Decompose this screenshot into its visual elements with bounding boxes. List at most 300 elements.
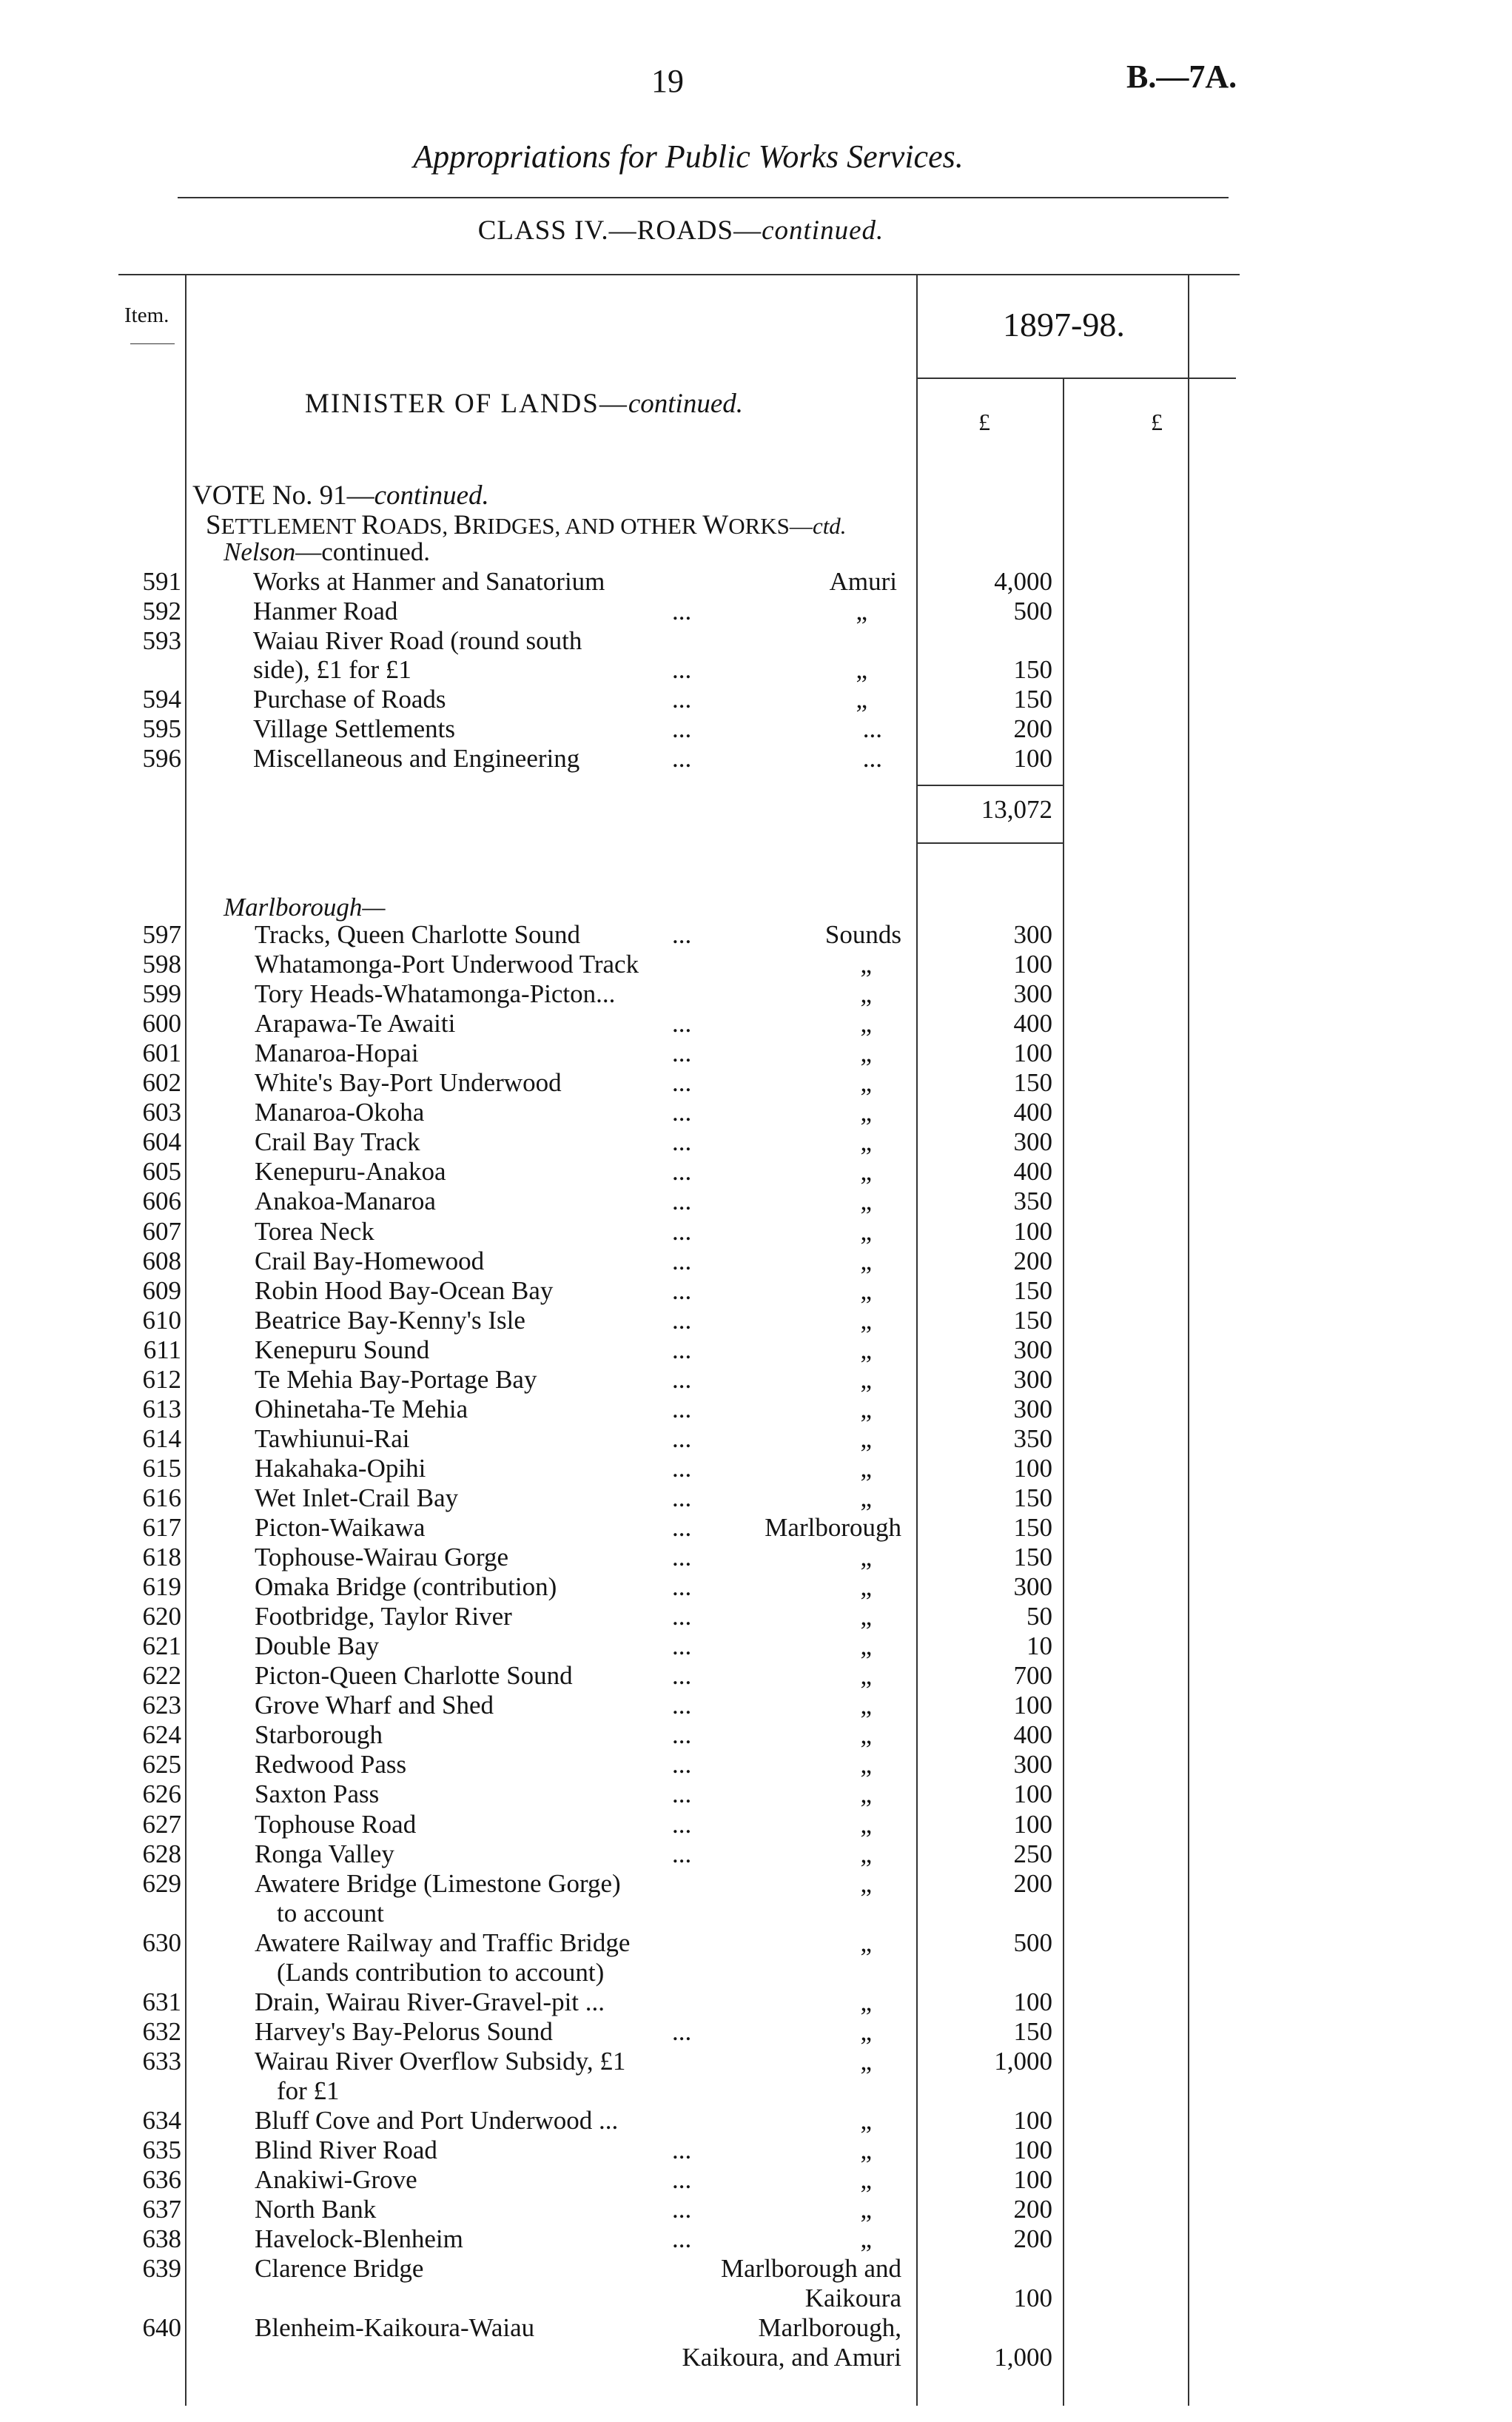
table-row [0,920,1184,950]
table-row [0,2017,1184,2047]
table-row [0,1602,1184,1631]
item-description: Manaroa-Okoha [255,1098,425,1127]
amount: 300 [1013,1127,1052,1157]
item-description: Havelock-Blenheim [255,2224,463,2254]
table-row [0,685,1184,714]
settlement-ctd: ctd. [812,513,847,539]
district: „ [860,1543,872,1572]
district: „ [860,1691,872,1720]
nelson-name: Nelson [224,537,296,566]
district: „ [860,1779,872,1809]
amount: 150 [1013,1305,1052,1335]
district: „ [860,979,872,1009]
leader-dots: ... [672,1068,692,1098]
settlement-initial-w: W [702,510,729,540]
amount: 100 [1013,1216,1052,1246]
leader-dots: ... [672,714,692,743]
settlement-word-1: ETTLEMENT [221,513,362,539]
amount: 200 [1013,1868,1052,1898]
leader-dots: ... [672,1335,692,1364]
leader-dots: ... [672,1157,692,1187]
district: „ [860,1127,872,1157]
amount: 100 [1013,2284,1052,2313]
table-row [0,2284,1184,2313]
item-number: 640 [142,2313,181,2343]
item-number: 618 [142,1543,181,1572]
table-row [0,1127,1184,1157]
table-row [0,567,1184,597]
table-row [0,1395,1184,1424]
table-row [0,1928,1184,1958]
amount: 300 [1013,1750,1052,1779]
leader-dots: ... [672,743,692,773]
table-row [0,1424,1184,1454]
item-description: Arapawa-Te Awaiti [255,1009,456,1039]
table-row [0,1068,1184,1098]
table-row [0,1335,1184,1365]
table-row [0,2224,1184,2254]
leader-dots: ... [672,1275,692,1305]
amount: 400 [1013,1157,1052,1187]
item-number: 591 [142,567,181,596]
item-number: 630 [142,1928,181,1957]
district: „ [860,1572,872,1602]
table-row [0,1691,1184,1720]
item-column-header: Item. [124,303,169,327]
table-row [0,2195,1184,2224]
item-description: Crail Bay Track [255,1127,420,1157]
amount: 350 [1013,1187,1052,1216]
item-description: Miscellaneous and Engineering [253,743,580,773]
amount: 150 [1013,1275,1052,1305]
amount: 700 [1013,1661,1052,1691]
table-row [0,950,1184,979]
leader-dots: ... [672,1839,692,1868]
item-number: 601 [142,1039,181,1068]
item-description: Blind River Road [255,2136,437,2165]
settlement-word-3: RIDGES, AND OTHER [471,513,703,539]
district: „ [860,1987,872,2016]
amount: 150 [1013,1513,1052,1542]
pound-sign-column-1: £ [978,409,990,435]
item-description: Tophouse Road [255,1809,417,1839]
item-description: Works at Hanmer and Sanatorium [253,567,605,596]
amount: 100 [1013,1779,1052,1809]
amount: 150 [1013,655,1052,685]
item-description: Redwood Pass [255,1750,407,1779]
leader-dots: ... [672,1187,692,1216]
table-row [0,2136,1184,2165]
item-description: Waiau River Road (round south [253,625,582,655]
header-rule [178,197,1229,198]
district: „ [860,2165,872,2195]
district: „ [860,1750,872,1779]
item-description: for £1 [277,2076,340,2105]
leader-dots: ... [672,1631,692,1661]
page-number: 19 [651,63,684,99]
amount: 150 [1013,2016,1052,2046]
item-description: Village Settlements [253,714,455,743]
amount: 100 [1013,950,1052,979]
item-description: Hakahaka-Opihi [255,1453,426,1483]
leader-dots: ... [672,1423,692,1453]
item-description: Whatamonga-Port Underwood Track [255,950,639,979]
table-row [0,2165,1184,2195]
district: „ [860,1423,872,1453]
amount: 300 [1013,920,1052,949]
district: Kaikoura [804,2284,901,2313]
district: ... [862,743,882,773]
district: „ [860,1275,872,1305]
item-number: 634 [142,2106,181,2135]
item-number: 621 [142,1631,181,1661]
district: „ [860,1809,872,1839]
item-description: Crail Bay-Homewood [255,1246,485,1275]
item-description: Hanmer Road [253,596,398,625]
leader-dots: ... [672,1661,692,1691]
table-row [0,1098,1184,1127]
amount: 100 [1013,1453,1052,1483]
subtotal-rule-bottom [918,842,1063,844]
item-number: 617 [142,1513,181,1542]
leader-dots: ... [672,1691,692,1720]
year-column-header: 1897-98. [1003,306,1125,343]
item-description: (Lands contribution to account) [277,1957,605,1987]
item-description: Purchase of Roads [253,685,446,714]
item-number: 611 [143,1335,181,1364]
district: „ [860,950,872,979]
item-description: Starborough [255,1720,383,1750]
item-number: 633 [142,2046,181,2076]
item-number: 632 [142,2016,181,2046]
table-row [0,1750,1184,1779]
district: „ [860,2224,872,2254]
district: „ [860,1868,872,1898]
item-number: 619 [142,1572,181,1602]
table-top-rule [118,274,1240,275]
item-description: Wairau River Overflow Subsidy, £1 [255,2046,626,2076]
item-description: side), £1 for £1 [253,655,411,685]
district: „ [860,1602,872,1631]
table-row [0,1958,1184,1987]
minister-heading-continued: continued. [628,389,744,419]
item-description: Anakoa-Manaroa [255,1187,436,1216]
item-description: Tory Heads-Whatamonga-Picton... [255,979,616,1009]
district: „ [860,1928,872,1957]
amount: 400 [1013,1720,1052,1750]
table-row [0,744,1184,774]
amount: 400 [1013,1098,1052,1127]
vote-heading [192,480,489,511]
item-number: 605 [142,1157,181,1187]
amount: 250 [1013,1839,1052,1868]
amount: 100 [1013,1039,1052,1068]
item-number: 612 [142,1364,181,1394]
item-description: Harvey's Bay-Pelorus Sound [255,2016,553,2046]
table-row [0,979,1184,1009]
item-description: Picton-Waikawa [255,1513,426,1542]
item-number: 636 [142,2165,181,2195]
table-row [0,2343,1184,2372]
district: „ [860,1631,872,1661]
item-number: 597 [142,920,181,949]
district: „ [860,1246,872,1275]
item-description: Picton-Queen Charlotte Sound [255,1661,573,1691]
item-description: Wet Inlet-Crail Bay [255,1483,459,1512]
item-number: 624 [142,1720,181,1750]
table-row [0,655,1184,685]
settlement-initial-r: R [361,510,380,540]
district: Marlborough, [758,2313,901,2343]
table-row [0,1454,1184,1483]
item-number: 628 [142,1839,181,1868]
amount: 200 [1013,1246,1052,1275]
table-row [0,626,1184,656]
leader-dots: ... [672,1364,692,1394]
item-number: 622 [142,1661,181,1691]
item-description: Kenepuru Sound [255,1335,430,1364]
amount: 100 [1013,1809,1052,1839]
amount: 300 [1013,979,1052,1009]
item-description: Ohinetaha-Te Mehia [255,1394,468,1423]
district: „ [860,1364,872,1394]
district: „ [860,1187,872,1216]
district: „ [860,1157,872,1187]
amount: 150 [1013,1543,1052,1572]
item-number: 602 [142,1068,181,1098]
page-title: Appropriations for Public Works Services. [413,138,964,175]
table-row [0,597,1184,626]
item-number: 629 [142,1868,181,1898]
item-description: Awatere Railway and Traffic Bridge [255,1928,631,1957]
class-heading-text: CLASS IV.—ROADS— [477,215,762,246]
item-number: 638 [142,2224,181,2254]
leader-dots: ... [672,1809,692,1839]
district: „ [860,2016,872,2046]
pound-sign-column-2: £ [1151,409,1163,435]
nelson-subtotal: 13,072 [981,795,1052,824]
item-number: 603 [142,1098,181,1127]
item-description: Torea Neck [255,1216,374,1246]
table-row [0,1483,1184,1513]
leader-dots: ... [672,1572,692,1602]
item-number: 613 [142,1394,181,1423]
table-row [0,1157,1184,1187]
table-row [0,1661,1184,1691]
leader-dots: ... [672,1246,692,1275]
table-row [0,1217,1184,1247]
item-number: 604 [142,1127,181,1157]
amount: 300 [1013,1364,1052,1394]
district: ... [862,714,882,743]
table-row [0,714,1184,744]
settlement-initial-s: S [206,510,221,540]
leader-dots: ... [672,1098,692,1127]
table-row [0,1899,1184,1928]
item-description: Anakiwi-Grove [255,2165,417,2195]
leader-dots: ... [672,596,692,625]
item-number: 592 [142,596,181,625]
item-number: 594 [142,685,181,714]
leader-dots: ... [672,1039,692,1068]
item-description: Drain, Wairau River-Gravel-pit ... [255,1987,605,2016]
table-row [0,1720,1184,1750]
item-number: 620 [142,1602,181,1631]
amount: 4,000 [994,567,1052,596]
district: „ [860,1335,872,1364]
item-number: 631 [142,1987,181,2016]
leader-dots: ... [672,655,692,685]
item-number: 596 [142,743,181,773]
district: „ [860,1661,872,1691]
leader-dots: ... [672,1009,692,1039]
item-description: Robin Hood Bay-Ocean Bay [255,1275,554,1305]
district: Sounds [824,920,901,949]
leader-dots: ... [672,2195,692,2224]
table-row [0,1631,1184,1661]
item-description: to account [277,1898,384,1928]
table-row [0,1987,1184,2017]
district: „ [860,2136,872,2165]
item-number: 606 [142,1187,181,1216]
amount: 100 [1013,1987,1052,2016]
leader-dots: ... [672,1750,692,1779]
table-row [0,1247,1184,1276]
item-description: Omaka Bridge (contribution) [255,1572,557,1602]
item-description: North Bank [255,2195,377,2224]
amount: 100 [1013,743,1052,773]
district: „ [860,1453,872,1483]
table-row [0,1365,1184,1395]
item-description: Bluff Cove and Port Underwood ... [255,2106,619,2135]
leader-dots: ... [672,2224,692,2254]
table-row [0,1276,1184,1306]
item-number: 615 [142,1453,181,1483]
table-row [0,1839,1184,1869]
settlement-heading [206,509,847,541]
leader-dots: ... [672,1720,692,1750]
district: „ [860,1483,872,1512]
district: „ [856,685,867,714]
table-row [0,2047,1184,2076]
table-row [0,1869,1184,1899]
item-number: 607 [142,1216,181,1246]
district: „ [860,2195,872,2224]
item-number: 593 [142,625,181,655]
table-row [0,2254,1184,2284]
leader-dots: ... [672,1394,692,1423]
amount: 350 [1013,1423,1052,1453]
amount: 100 [1013,1691,1052,1720]
district: Marlborough [765,1513,901,1542]
table-row [0,1039,1184,1068]
district: Marlborough and [721,2254,901,2284]
item-description: Manaroa-Hopai [255,1039,419,1068]
amount: 100 [1013,2106,1052,2135]
amount: 150 [1013,685,1052,714]
item-number: 639 [142,2254,181,2284]
item-number: 598 [142,950,181,979]
item-description: Tophouse-Wairau Gorge [255,1543,509,1572]
district: „ [860,1305,872,1335]
amount: 200 [1013,2224,1052,2254]
item-description: Tawhiunui-Rai [255,1423,410,1453]
amount: 1,000 [994,2046,1052,2076]
district: Kaikoura, and Amuri [682,2343,901,2372]
district: „ [860,1009,872,1039]
district: „ [860,1839,872,1868]
item-number: 626 [142,1779,181,1809]
settlement-initial-b: B [453,510,472,540]
leader-dots: ... [672,2136,692,2165]
item-number: 625 [142,1750,181,1779]
item-description: Tracks, Queen Charlotte Sound [255,920,581,949]
item-description: Awatere Bridge (Limestone Gorge) [255,1868,621,1898]
leader-dots: ... [672,1127,692,1157]
amount: 300 [1013,1394,1052,1423]
class-heading [0,215,1362,246]
leader-dots: ... [672,1216,692,1246]
leader-dots: ... [672,1602,692,1631]
leader-dots: ... [672,2016,692,2046]
item-description: Blenheim-Kaikoura-Waiau [255,2313,535,2343]
leader-dots: ... [672,685,692,714]
nelson-heading [224,537,430,567]
district: „ [860,1216,872,1246]
district: „ [860,2106,872,2135]
table-row [0,2076,1184,2106]
item-description: White's Bay-Port Underwood [255,1068,562,1098]
leader-dots: ... [672,1483,692,1512]
marlborough-heading: Marlborough— [224,893,386,922]
district: „ [860,1068,872,1098]
table-row [0,1779,1184,1809]
amount: 50 [1027,1602,1052,1631]
subtotal-rule-top [918,785,1063,786]
amount: 400 [1013,1009,1052,1039]
leader-dots: ... [672,1779,692,1809]
item-description: Footbridge, Taylor River [255,1602,512,1631]
item-description: Te Mehia Bay-Portage Bay [255,1364,537,1394]
amount: 500 [1013,596,1052,625]
item-description: Grove Wharf and Shed [255,1691,494,1720]
amount: 150 [1013,1483,1052,1512]
table-row [0,1306,1184,1335]
amount: 150 [1013,1068,1052,1098]
leader-dots: ... [672,920,692,949]
district: Amuri [829,567,897,596]
settlement-word-2: OADS, [379,513,454,539]
item-number: 616 [142,1483,181,1512]
leader-dots: ... [672,1543,692,1572]
item-description: Saxton Pass [255,1779,380,1809]
item-number: 614 [142,1423,181,1453]
right-border [1188,274,1189,2406]
district: „ [860,2046,872,2076]
item-number: 595 [142,714,181,743]
district: „ [860,1098,872,1127]
vote-heading-continued: continued. [374,480,489,511]
table-row [0,1572,1184,1602]
item-description: Ronga Valley [255,1839,394,1868]
item-description: Beatrice Bay-Kenny's Isle [255,1305,525,1335]
item-description: Clarence Bridge [255,2254,424,2284]
district: „ [856,655,867,685]
table-row [0,2313,1184,2343]
district: „ [860,1394,872,1423]
amount: 500 [1013,1928,1052,1957]
minister-heading-text: MINISTER OF LANDS— [305,389,628,419]
